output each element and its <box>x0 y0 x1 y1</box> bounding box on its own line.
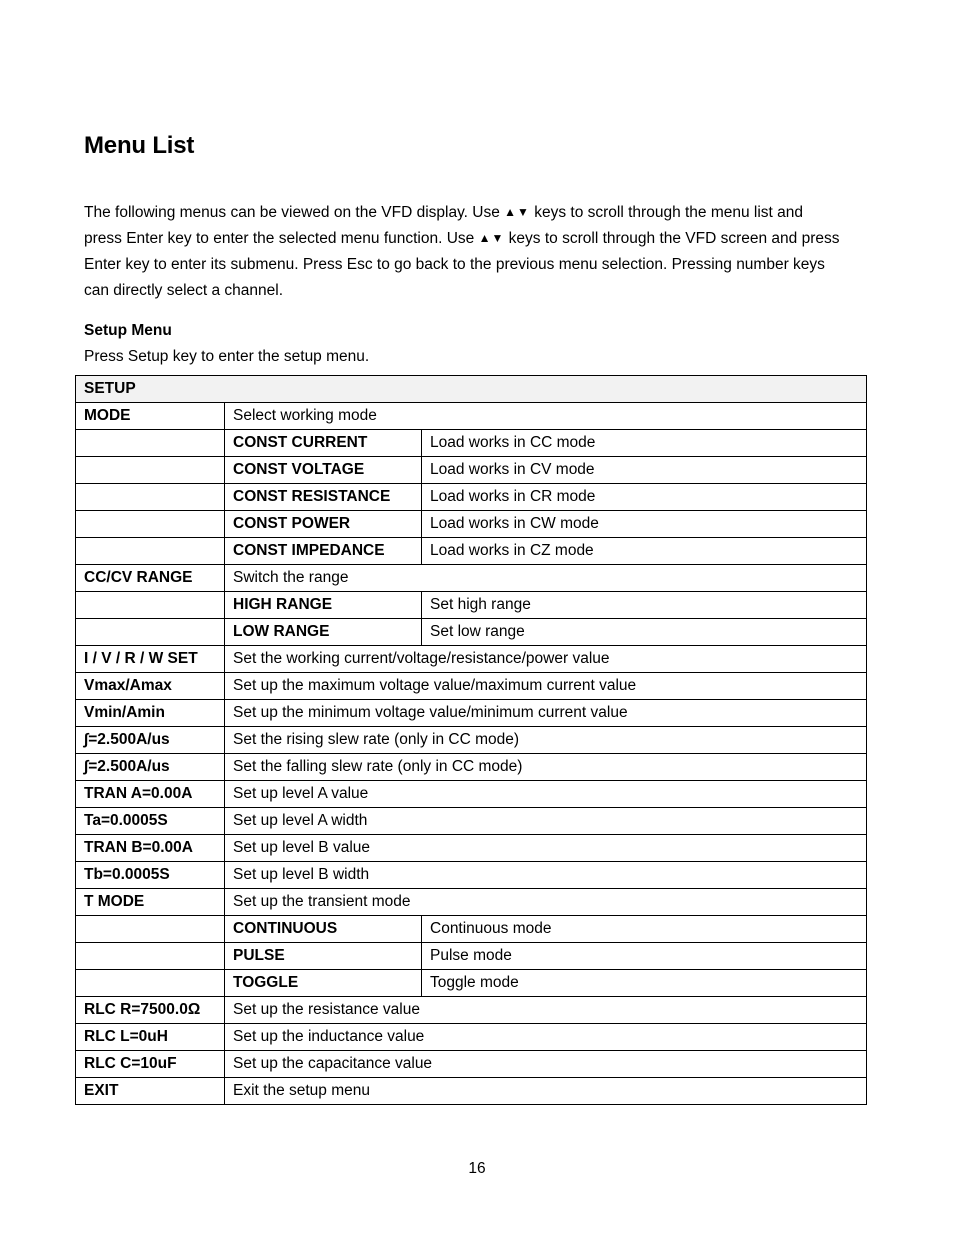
menu-item-cell: Vmax/Amax <box>76 673 225 700</box>
table-row <box>76 754 867 781</box>
description-cell: Switch the range <box>225 565 867 592</box>
table-row <box>76 538 867 565</box>
description-cell: Set up the maximum voltage value/maximum current value <box>225 673 867 700</box>
description-cell: Set up the minimum voltage value/minimum current value <box>225 700 867 727</box>
table-row <box>76 1024 867 1051</box>
description-cell: Set the falling slew rate (only in CC mode) <box>225 754 867 781</box>
menu-item-cell <box>76 592 225 619</box>
table-row <box>76 673 867 700</box>
table-row <box>76 403 867 430</box>
table-header-row <box>76 376 867 403</box>
description-cell: Set up level A width <box>225 808 867 835</box>
menu-item-cell <box>76 619 225 646</box>
menu-item-cell <box>76 457 225 484</box>
menu-item-cell: Tb=0.0005S <box>76 862 225 889</box>
description-cell: Exit the setup menu <box>225 1078 867 1105</box>
description-cell: Set up level B value <box>225 835 867 862</box>
submenu-option-cell: CONST POWER <box>225 511 422 538</box>
menu-item-cell: I / V / R / W SET <box>76 646 225 673</box>
description-cell: Load works in CZ mode <box>422 538 867 565</box>
table-row <box>76 700 867 727</box>
description-cell: Pulse mode <box>422 943 867 970</box>
menu-item-cell: RLC L=0uH <box>76 1024 225 1051</box>
section-title: Setup Menu <box>84 322 172 339</box>
submenu-option-cell: HIGH RANGE <box>225 592 422 619</box>
description-cell: Load works in CV mode <box>422 457 867 484</box>
table-row <box>76 592 867 619</box>
description-cell: Toggle mode <box>422 970 867 997</box>
description-cell: Set up level A value <box>225 781 867 808</box>
intro-text-1: The following menus can be viewed on the VFD display. Use <box>84 204 505 221</box>
table-row <box>76 970 867 997</box>
table-row <box>76 646 867 673</box>
section-description: Press Setup key to enter the setup menu. <box>84 348 370 365</box>
menu-item-cell: ∫=2.500A/us <box>76 754 225 781</box>
menu-item-cell: CC/CV RANGE <box>76 565 225 592</box>
table-row <box>76 1078 867 1105</box>
setup-menu-table <box>75 375 867 1105</box>
table-row <box>76 889 867 916</box>
menu-item-cell: T MODE <box>76 889 225 916</box>
table-row <box>76 619 867 646</box>
menu-item-cell: MODE <box>76 403 225 430</box>
intro-text-2: keys to scroll through the menu list and press Enter key to enter the selected menu function. Use <box>84 204 804 247</box>
submenu-option-cell: CONST RESISTANCE <box>225 484 422 511</box>
description-cell: Set the rising slew rate (only in CC mode) <box>225 727 867 754</box>
menu-item-cell <box>76 943 225 970</box>
table-row <box>76 511 867 538</box>
table-row <box>76 565 867 592</box>
table-row <box>76 862 867 889</box>
table-row <box>76 943 867 970</box>
submenu-option-cell: CONTINUOUS <box>225 916 422 943</box>
table-row <box>76 808 867 835</box>
table-row <box>76 916 867 943</box>
description-cell: Load works in CW mode <box>422 511 867 538</box>
submenu-option-cell: CONST VOLTAGE <box>225 457 422 484</box>
submenu-option-cell: CONST IMPEDANCE <box>225 538 422 565</box>
table-row <box>76 835 867 862</box>
page-heading: Menu List <box>84 132 195 159</box>
description-cell: Set up level B width <box>225 862 867 889</box>
menu-item-cell <box>76 511 225 538</box>
menu-item-cell <box>76 970 225 997</box>
menu-item-cell: RLC R=7500.0Ω <box>76 997 225 1024</box>
description-cell: Set up the transient mode <box>225 889 867 916</box>
menu-item-cell <box>76 430 225 457</box>
menu-item-cell: Ta=0.0005S <box>76 808 225 835</box>
menu-item-cell: TRAN B=0.00A <box>76 835 225 862</box>
submenu-option-cell: PULSE <box>225 943 422 970</box>
table-header-cell: SETUP <box>76 376 867 403</box>
menu-item-cell <box>76 484 225 511</box>
table-row <box>76 997 867 1024</box>
menu-item-cell <box>76 916 225 943</box>
menu-item-cell: Vmin/Amin <box>76 700 225 727</box>
description-cell: Set up the capacitance value <box>225 1051 867 1078</box>
submenu-option-cell: TOGGLE <box>225 970 422 997</box>
description-cell: Set high range <box>422 592 867 619</box>
description-cell: Load works in CR mode <box>422 484 867 511</box>
description-cell: Set the working current/voltage/resistance/power value <box>225 646 867 673</box>
description-cell: Select working mode <box>225 403 867 430</box>
menu-item-cell <box>76 538 225 565</box>
intro-text-3: keys to scroll through the VFD screen and press Enter key to enter its submenu. Press Esc to go back to the previous menu selection. Pressing number keys can directly select a channel. <box>84 230 840 299</box>
table-row <box>76 1051 867 1078</box>
menu-item-cell: TRAN A=0.00A <box>76 781 225 808</box>
up-down-arrow-icon: ▲▼ <box>504 205 530 219</box>
intro-paragraph <box>84 200 844 304</box>
menu-item-cell: ∫=2.500A/us <box>76 727 225 754</box>
table-row <box>76 781 867 808</box>
description-cell: Set low range <box>422 619 867 646</box>
table-row <box>76 430 867 457</box>
description-cell: Load works in CC mode <box>422 430 867 457</box>
table-row <box>76 457 867 484</box>
submenu-option-cell: LOW RANGE <box>225 619 422 646</box>
description-cell: Continuous mode <box>422 916 867 943</box>
description-cell: Set up the resistance value <box>225 997 867 1024</box>
submenu-option-cell: CONST CURRENT <box>225 430 422 457</box>
menu-item-cell: EXIT <box>76 1078 225 1105</box>
description-cell: Set up the inductance value <box>225 1024 867 1051</box>
table-row <box>76 727 867 754</box>
page-number: 16 <box>468 1160 486 1177</box>
table-row <box>76 484 867 511</box>
up-down-arrow-icon: ▲▼ <box>478 231 505 245</box>
menu-item-cell: RLC C=10uF <box>76 1051 225 1078</box>
